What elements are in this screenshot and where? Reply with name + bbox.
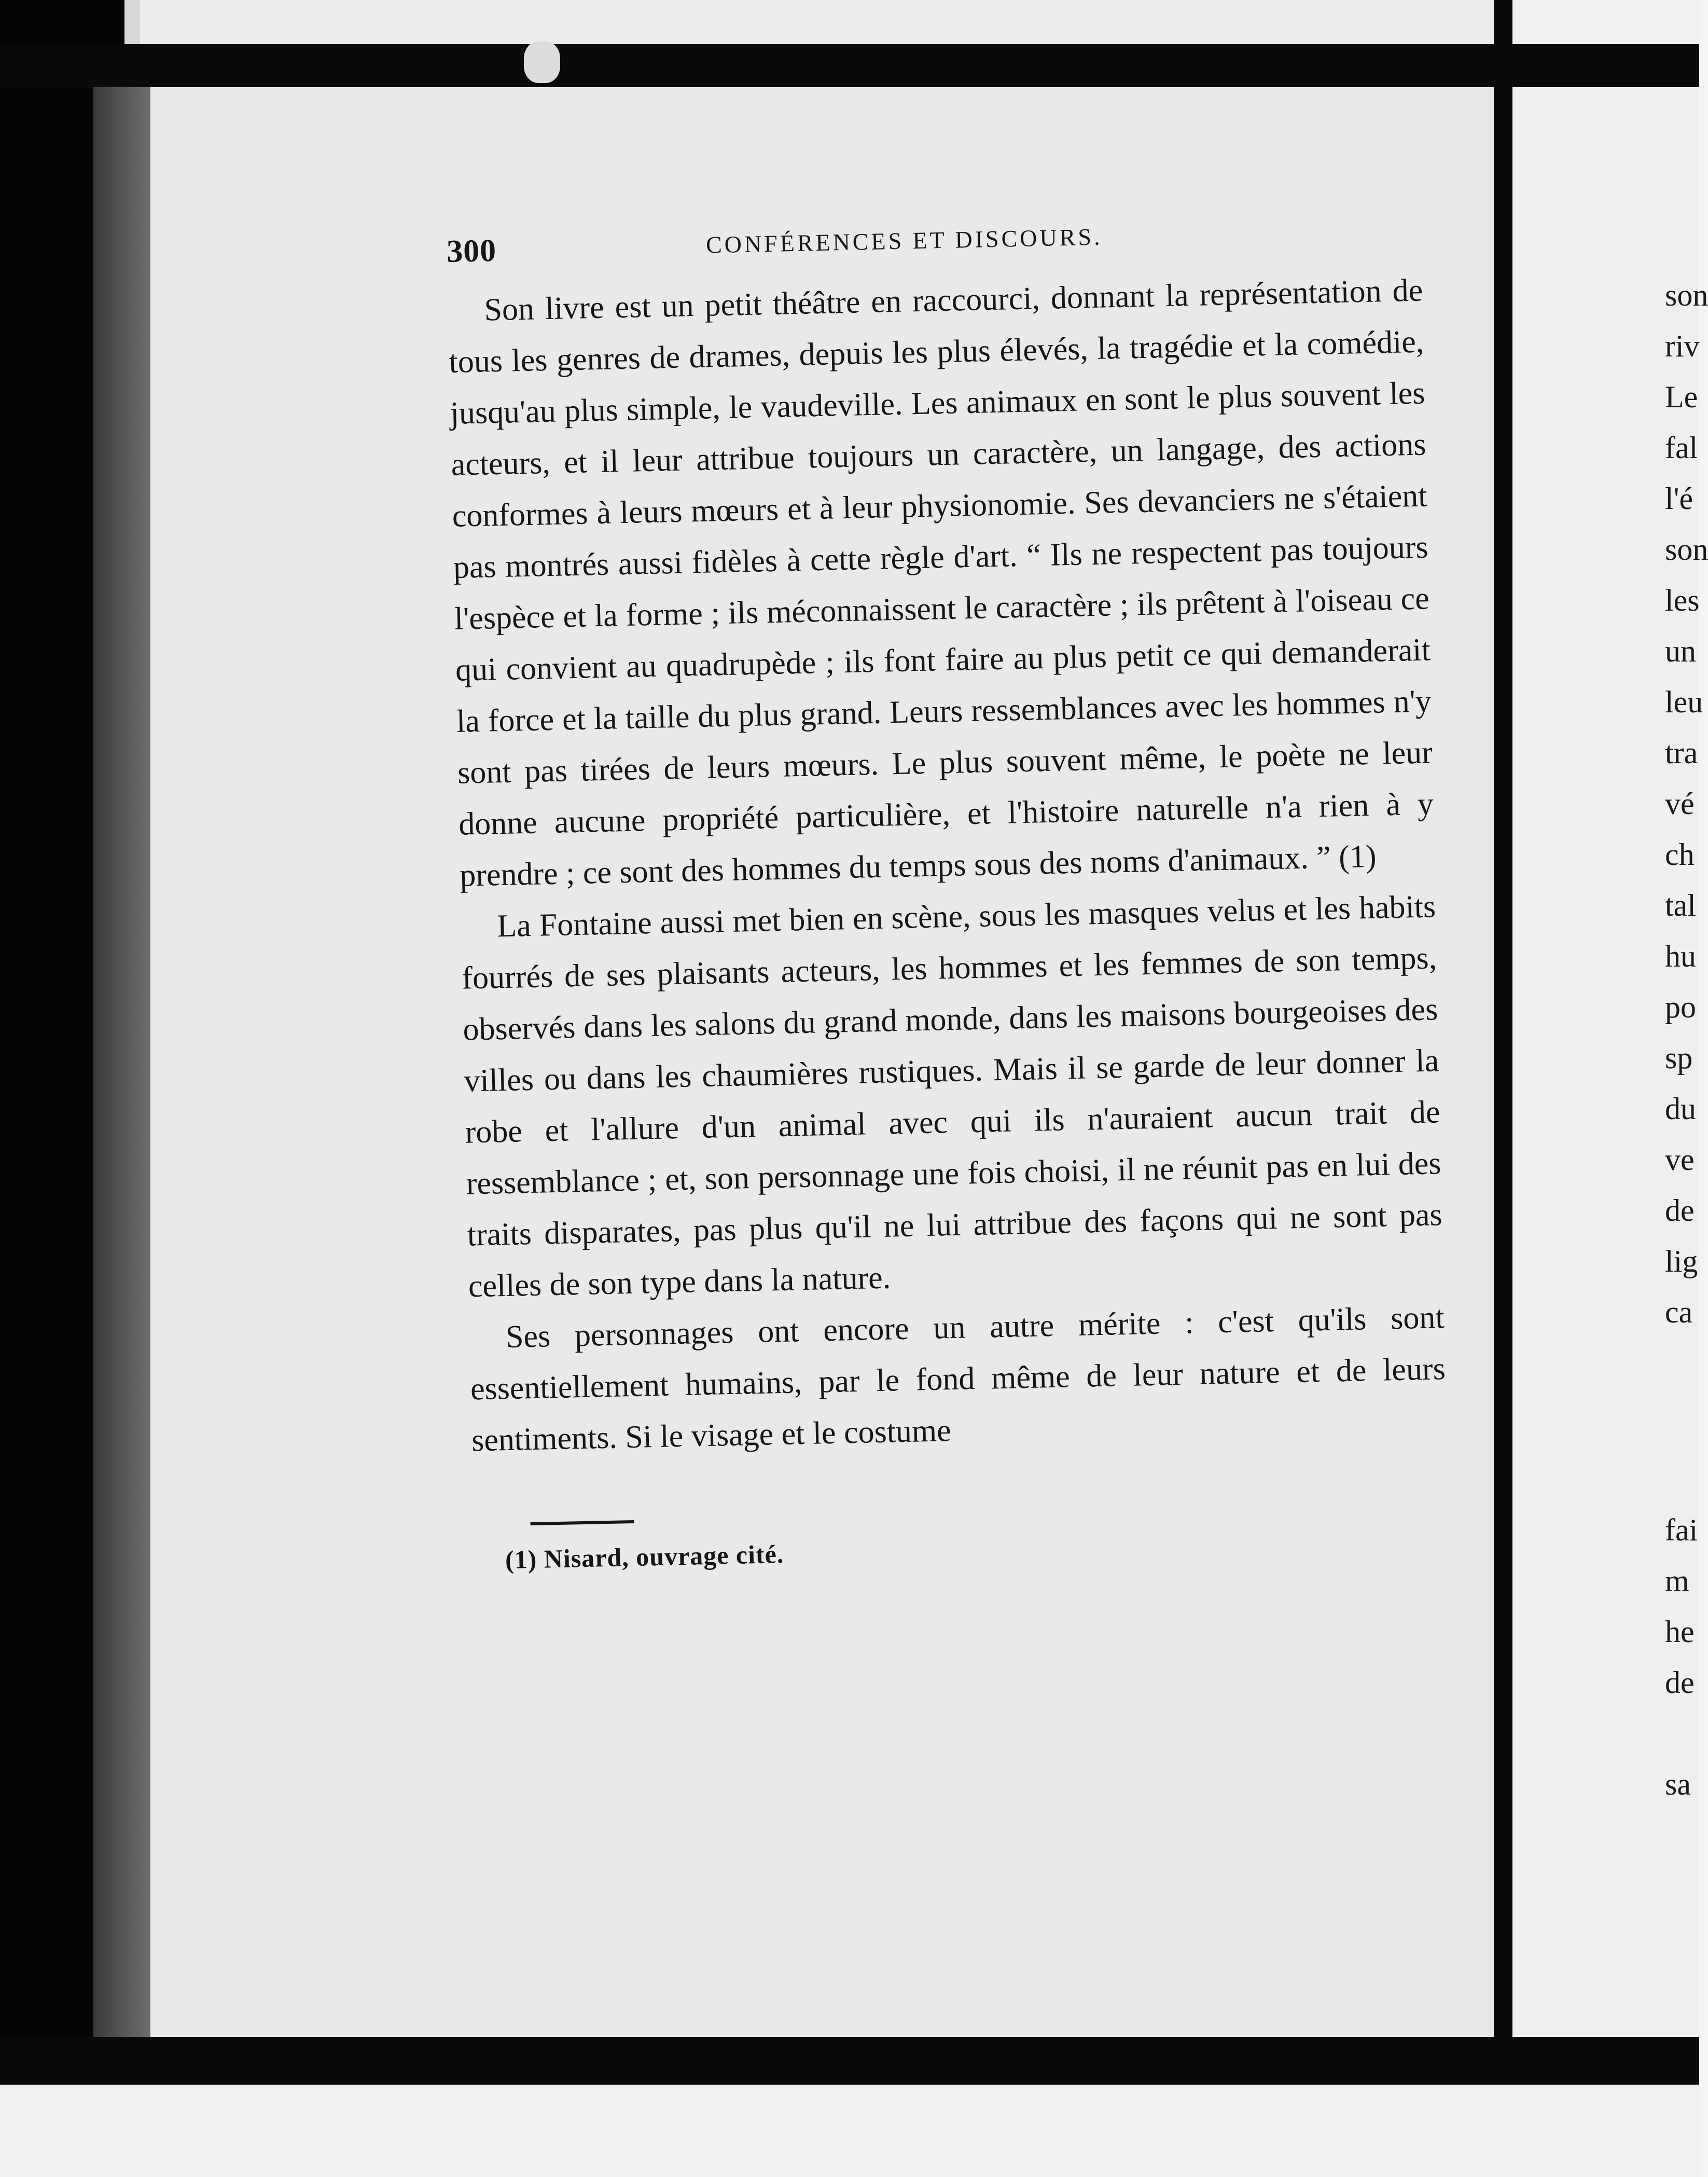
adjacent-fragment-upper-5: son: [1665, 532, 1708, 567]
adjacent-fragment-upper-14: po: [1665, 990, 1696, 1024]
footnote: (1) Nisard, ouvrage cité.: [505, 1539, 784, 1575]
adjacent-fragment-upper-19: lig: [1665, 1244, 1698, 1278]
adjacent-fragment-upper-4: l'é: [1665, 481, 1693, 516]
page-gutter: [1494, 0, 1512, 2177]
scan-frame-bottom: [0, 2037, 1699, 2085]
adjacent-fragment-lower-4: [1665, 1708, 1701, 1759]
running-title: CONFÉRENCES ET DISCOURS.: [705, 223, 1103, 258]
adjacent-fragment-upper-2: Le: [1665, 380, 1698, 414]
paragraph-3: Ses personnages ont encore un autre mérite : c'est qu'ils sont essentiellement humains, par le fond même de leur nature et de leurs sentiments. Si le visage et le costume: [470, 1300, 1446, 1458]
adjacent-fragment-upper-0: son: [1665, 278, 1708, 312]
adjacent-fragment-upper-10: vé: [1665, 787, 1695, 821]
adjacent-fragment-upper-18: de: [1665, 1193, 1695, 1228]
adjacent-fragment-upper-12: tal: [1665, 888, 1696, 922]
footnote-divider: [530, 1520, 634, 1525]
scan-edge-strip: [124, 0, 140, 47]
adjacent-fragment-upper-11: ch: [1665, 837, 1695, 872]
scan-background-top: [0, 0, 1699, 47]
scan-background-bottom: [0, 2085, 1699, 2177]
adjacent-fragment-upper-13: hu: [1665, 939, 1696, 973]
adjacent-fragment-lower-1: m: [1665, 1564, 1689, 1598]
paper-damage-mark: [524, 42, 560, 83]
adjacent-fragment-upper-6: les: [1665, 583, 1700, 617]
page-number: 300: [446, 232, 497, 269]
paragraph-2: La Fontaine aussi met bien en scène, sous les masques velus et les habits fourrés de ses plaisants acteurs, les hommes et les femmes de son temps, observés dans les salons du grand monde, dans les maisons bourgeoises des villes ou dans les chaumières rustiques. Mais il se garde de leur donner la robe et l'allure d'un animal avec qui ils n'auraient aucun trait de ressemblance ; et, son personnage une fois choisi, il ne réunit pas en lui des traits disparates, pas plus qu'il ne lui attribue des façons qui ne sont pas celles de son type dans la nature.: [461, 889, 1443, 1304]
adjacent-fragment-upper-15: sp: [1665, 1041, 1693, 1075]
adjacent-fragment-upper-8: leu: [1665, 685, 1703, 719]
scan-frame-top: [0, 44, 1699, 88]
adjacent-fragment-upper-16: du: [1665, 1092, 1696, 1126]
paragraph-1: Son livre est un petit théâtre en raccourci, donnant la représentation de tous les genres de drames, depuis les plus élevés, la tragédie et la comédie, jusqu'au plus simple, le vaudeville. Les animaux en sont le plus souvent les acteurs, et il leur attribue toujours un caractère, un langage, des actions conformes à leurs mœurs et à leur physionomie. Ses devanciers ne s'étaient pas montrés aussi fidèles à cette règle d'art. “ Ils ne respectent pas toujours l'espèce et la forme ; ils méconnaissent le caractère ; ils prêtent à l'oiseau ce qui convient au quadrupède ; ils font faire au plus petit ce qui demanderait la force et la taille du plus grand. Leurs ressemblances avec les hommes n'y sont pas tirées de leurs mœurs. Le plus souvent même, le poète ne leur donne aucune propriété particulière, et l'histoire naturelle n'a rien à y prendre ; ce sont des hommes du temps sous des noms d'animaux. ” (1): [448, 272, 1434, 893]
adjacent-fragment-upper-17: ve: [1665, 1142, 1695, 1177]
adjacent-page-text-lower: [1665, 1505, 1701, 1810]
adjacent-fragment-upper-7: un: [1665, 634, 1696, 668]
scan-background-top-right: [1512, 0, 1699, 44]
adjacent-fragment-upper-20: ca: [1665, 1295, 1693, 1329]
adjacent-fragment-upper-9: tra: [1665, 736, 1698, 770]
adjacent-fragment-upper-1: riv: [1665, 329, 1700, 363]
page-content: [446, 203, 1456, 1883]
adjacent-fragment-lower-2: he: [1665, 1615, 1695, 1649]
adjacent-fragment-lower-3: de: [1665, 1665, 1695, 1700]
adjacent-fragment-upper-3: fal: [1665, 431, 1698, 465]
adjacent-fragment-lower-0: fai: [1665, 1513, 1698, 1547]
adjacent-page-text-upper: [1665, 270, 1708, 1338]
adjacent-fragment-lower-5: sa: [1665, 1767, 1691, 1801]
